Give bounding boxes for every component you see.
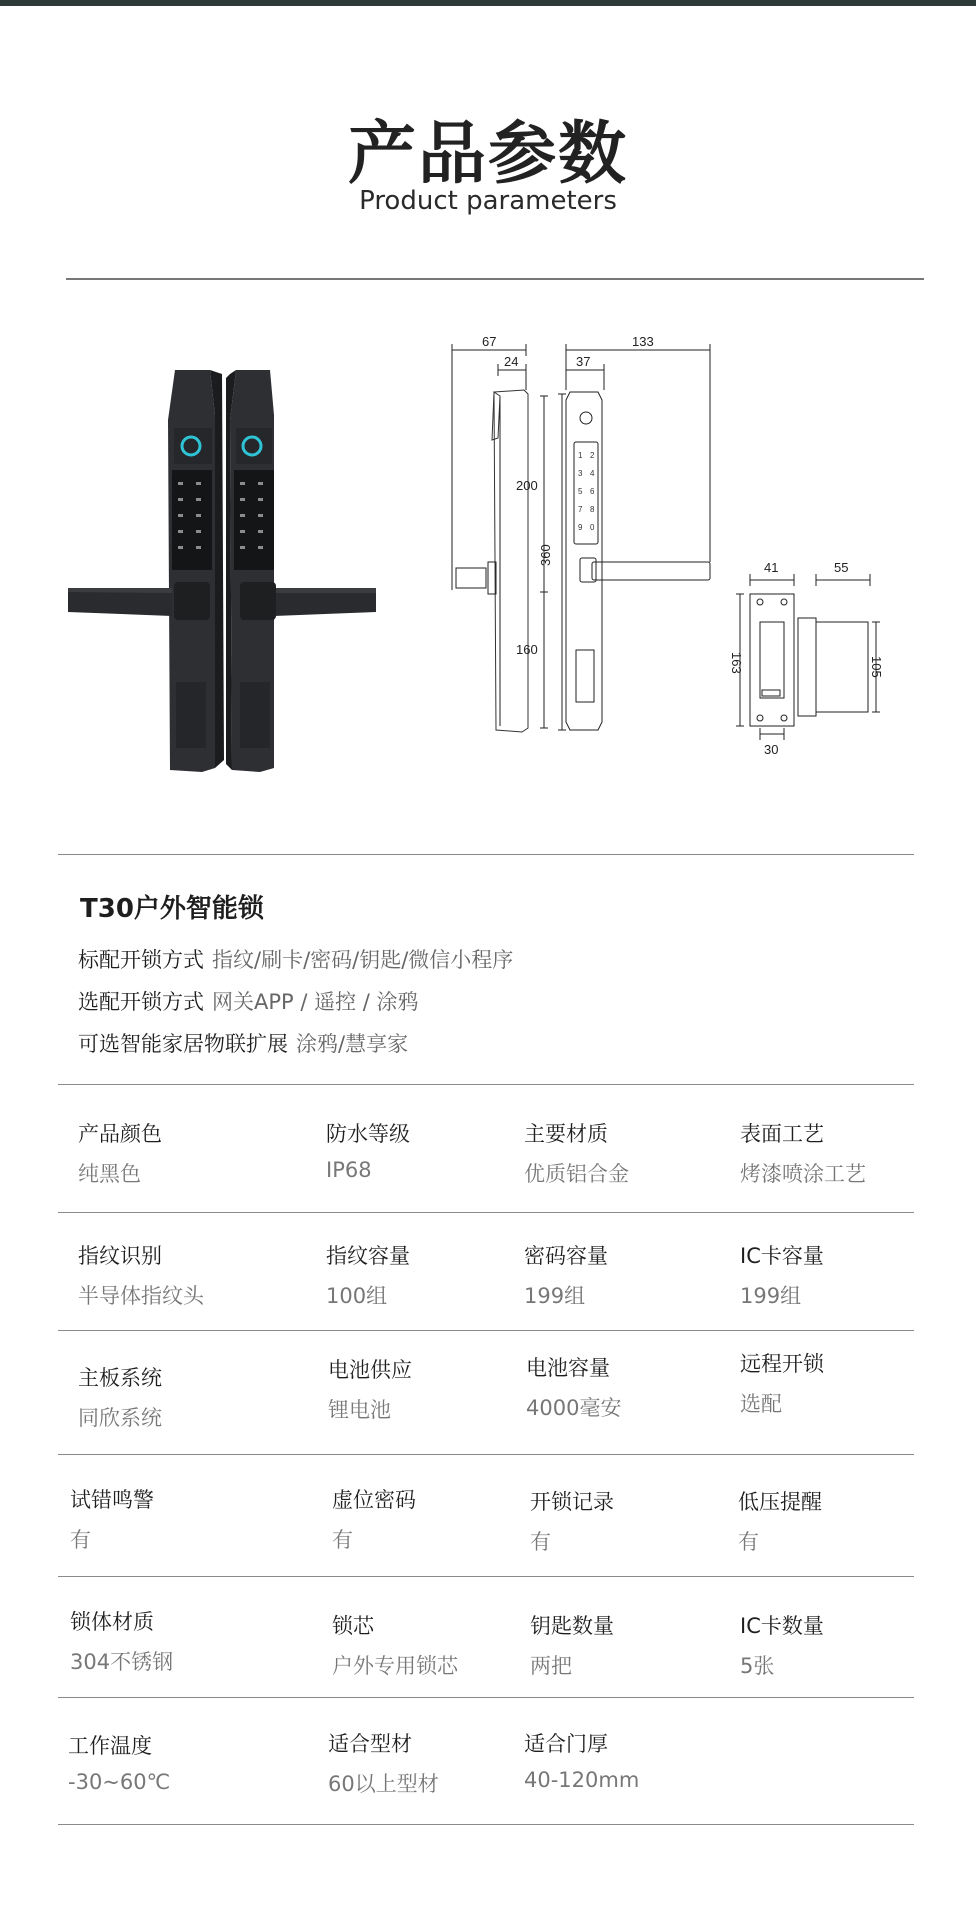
svg-text:2: 2 — [590, 451, 595, 460]
spec-value: 锂电池 — [328, 1398, 391, 1422]
spec-cell — [326, 1240, 410, 1310]
spec-key: 虚位密码 — [332, 1488, 416, 1512]
smart-home-label: 可选智能家居物联扩展 — [78, 1032, 288, 1056]
spec-key: 电池容量 — [526, 1356, 610, 1380]
dim-67: 67 — [482, 334, 497, 349]
unlock-optional-value: 网关APP / 遥控 / 涂鸦 — [212, 990, 419, 1014]
unlock-standard-label: 标配开锁方式 — [78, 948, 204, 972]
spec-value: 304不锈钢 — [70, 1650, 174, 1674]
spec-cell — [326, 1118, 410, 1182]
spec-cell — [78, 1362, 162, 1432]
svg-text:5: 5 — [578, 487, 583, 496]
row-divider — [58, 1824, 914, 1825]
spec-value: 户外专用锁芯 — [332, 1654, 458, 1678]
spec-value: 有 — [530, 1530, 551, 1554]
front-dimension-drawing — [540, 330, 720, 750]
spec-value: 选配 — [740, 1392, 782, 1416]
spec-cell — [78, 1118, 162, 1188]
spec-key: IC卡容量 — [740, 1244, 824, 1268]
spec-key: 防水等级 — [326, 1122, 410, 1146]
spec-key: 主板系统 — [78, 1366, 162, 1390]
svg-text:0: 0 — [590, 523, 595, 532]
spec-value: 同欣系统 — [78, 1406, 162, 1430]
spec-cell — [332, 1484, 416, 1554]
spec-cell — [740, 1118, 866, 1188]
spec-key: 试错鸣警 — [70, 1488, 154, 1512]
row-divider — [58, 1697, 914, 1698]
spec-cell — [738, 1486, 822, 1556]
dim-30: 30 — [764, 742, 779, 757]
spec-value: 有 — [70, 1528, 91, 1552]
section-divider — [58, 1084, 914, 1085]
lock-right — [226, 370, 376, 772]
spec-key: 工作温度 — [68, 1734, 152, 1758]
spec-cell — [526, 1352, 621, 1422]
spec-key: 开锁记录 — [530, 1490, 614, 1514]
spec-key: 锁芯 — [332, 1614, 374, 1638]
spec-cell — [328, 1354, 412, 1424]
spec-value: 优质铝合金 — [524, 1162, 629, 1186]
svg-text:1: 1 — [578, 451, 583, 460]
page-subtitle: Product parameters — [359, 186, 617, 216]
spec-value: 5张 — [740, 1654, 775, 1678]
dim-360: 360 — [538, 544, 553, 566]
spec-cell — [328, 1728, 439, 1798]
row-divider — [58, 1212, 914, 1213]
dim-160: 160 — [516, 642, 538, 657]
plate-dimension-drawing — [729, 558, 886, 778]
spec-value: -30~60℃ — [68, 1770, 171, 1794]
spec-value: 两把 — [530, 1654, 572, 1678]
spec-cell — [70, 1484, 154, 1554]
unlock-optional-label: 选配开锁方式 — [78, 990, 204, 1014]
spec-value: 半导体指纹头 — [78, 1284, 204, 1308]
spec-key: 主要材质 — [524, 1122, 608, 1146]
spec-value: 100组 — [326, 1284, 388, 1308]
row-divider — [58, 1330, 914, 1331]
row-divider — [58, 1576, 914, 1577]
spec-key: 密码容量 — [524, 1244, 608, 1268]
unlock-standard — [78, 944, 513, 974]
smart-home-extension — [78, 1028, 408, 1058]
spec-key: 表面工艺 — [740, 1122, 824, 1146]
lock-left — [68, 370, 224, 772]
spec-cell — [530, 1486, 614, 1556]
spec-cell — [530, 1610, 614, 1680]
spec-value: 4000毫安 — [526, 1396, 622, 1420]
dim-200: 200 — [516, 478, 538, 493]
spec-key: 适合门厚 — [524, 1732, 608, 1756]
spec-value: 60以上型材 — [328, 1772, 439, 1796]
spec-cell — [78, 1240, 204, 1310]
dim-37: 37 — [576, 354, 591, 369]
dim-24: 24 — [504, 354, 519, 369]
svg-text:8: 8 — [590, 505, 595, 514]
svg-text:7: 7 — [578, 505, 583, 514]
spec-value: 有 — [738, 1530, 759, 1554]
dim-41: 41 — [764, 560, 779, 575]
spec-cell — [524, 1728, 639, 1792]
spec-cell — [524, 1118, 629, 1188]
spec-key: 产品颜色 — [78, 1122, 162, 1146]
spec-value: IP68 — [326, 1158, 372, 1182]
spec-value: 有 — [332, 1528, 353, 1552]
spec-key: 远程开锁 — [740, 1352, 824, 1376]
dim-133: 133 — [632, 334, 654, 349]
row-divider — [58, 1454, 914, 1455]
svg-text:6: 6 — [590, 487, 595, 496]
spec-key: 低压提醒 — [738, 1490, 822, 1514]
section-divider — [58, 854, 914, 855]
spec-key: IC卡数量 — [740, 1614, 824, 1638]
spec-key: 适合型材 — [328, 1732, 412, 1756]
svg-text:9: 9 — [578, 523, 583, 532]
unlock-optional — [78, 986, 419, 1016]
page-title: 产品参数 — [347, 115, 628, 194]
spec-key: 钥匙数量 — [530, 1614, 614, 1638]
spec-key: 指纹识别 — [78, 1244, 162, 1268]
model-name: T30户外智能锁 — [80, 894, 264, 924]
dim-163: 163 — [729, 652, 744, 674]
spec-cell — [332, 1610, 458, 1680]
spec-cell — [740, 1610, 824, 1680]
svg-text:4: 4 — [590, 469, 595, 478]
spec-cell — [740, 1240, 824, 1310]
unlock-standard-value: 指纹/刷卡/密码/钥匙/微信小程序 — [212, 948, 514, 972]
dim-105: 105 — [869, 656, 884, 678]
spec-value: 烤漆喷涂工艺 — [740, 1162, 866, 1186]
dim-55: 55 — [834, 560, 849, 575]
spec-key: 指纹容量 — [326, 1244, 410, 1268]
spec-cell — [740, 1348, 824, 1418]
spec-value: 纯黑色 — [78, 1162, 141, 1186]
smart-home-value: 涂鸦/慧享家 — [296, 1032, 409, 1056]
spec-value: 40-120mm — [524, 1768, 640, 1792]
spec-cell — [524, 1240, 608, 1310]
spec-value: 199组 — [740, 1284, 802, 1308]
spec-key: 电池供应 — [328, 1358, 412, 1382]
spec-cell — [68, 1730, 170, 1794]
spec-value: 199组 — [524, 1284, 586, 1308]
spec-cell — [70, 1606, 173, 1676]
spec-key: 锁体材质 — [70, 1610, 154, 1634]
svg-text:3: 3 — [578, 469, 583, 478]
product-image — [60, 360, 380, 780]
title-divider — [66, 278, 924, 280]
top-banner-strip — [0, 0, 976, 6]
